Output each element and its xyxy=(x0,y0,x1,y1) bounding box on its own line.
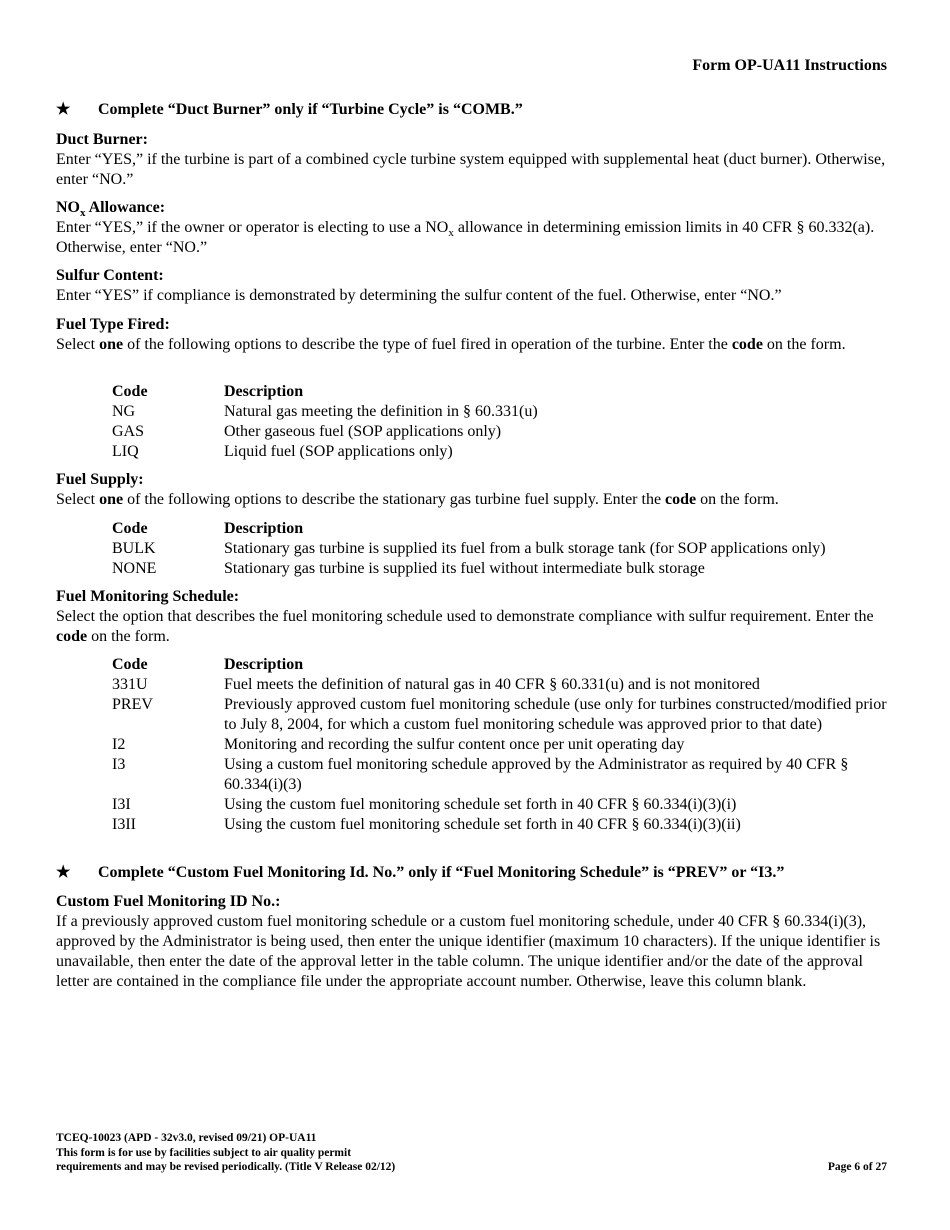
description-cell: Fuel meets the definition of natural gas in 40 CFR § 60.331(u) and is not monitored xyxy=(224,676,760,693)
fuel-supply-text-2: of the following options to describe the stationary gas turbine fuel supply. Enter the xyxy=(123,491,666,508)
table-row xyxy=(112,559,902,579)
description-cell: Other gaseous fuel (SOP applications only) xyxy=(224,423,502,440)
fuel-supply-text-3: on the form. xyxy=(696,491,779,508)
sulfur-content-section xyxy=(56,266,896,306)
fuel-type-table xyxy=(112,382,902,462)
duct-burner-note-text: Complete “Duct Burner” only if “Turbine Cycle” is “COMB.” xyxy=(98,101,523,118)
code-cell: I3II xyxy=(112,816,136,833)
description-cell: Stationary gas turbine is supplied its fuel from a bulk storage tank (for SOP applications only) xyxy=(224,540,826,557)
footer-line-1: TCEQ-10023 (APD - 32v3.0, revised 09/21) OP-UA11 xyxy=(56,1132,317,1144)
star-icon: ★ xyxy=(56,864,71,881)
code-cell: GAS xyxy=(112,423,145,440)
table-row xyxy=(112,735,902,755)
fuel-type-text xyxy=(56,335,896,355)
table-row xyxy=(112,442,902,462)
code-cell: PREV xyxy=(112,696,153,713)
fuel-type-text-3: on the form. xyxy=(762,336,846,353)
nox-heading-post: Allowance: xyxy=(85,199,166,216)
custom-id-section xyxy=(56,892,896,992)
fuel-monitoring-table xyxy=(112,655,902,835)
code-cell: BULK xyxy=(112,540,156,557)
fuel-supply-section xyxy=(56,470,896,510)
nox-heading-sub: x xyxy=(80,207,86,220)
fuel-supply-heading: Fuel Supply: xyxy=(56,471,144,488)
nox-allowance-text xyxy=(56,218,896,258)
footer-form-info xyxy=(56,1131,395,1175)
custom-id-note-text: Complete “Custom Fuel Monitoring Id. No.” only if “Fuel Monitoring Schedule” is “PREV” or “I3.” xyxy=(98,864,785,881)
nox-text-sub: x xyxy=(448,227,454,240)
table-row xyxy=(112,795,902,815)
fuel-monitoring-section xyxy=(56,587,896,647)
table-header-row xyxy=(112,655,902,675)
table-header-row xyxy=(112,382,902,402)
nox-allowance-heading xyxy=(56,198,896,218)
table-row xyxy=(112,539,902,559)
table-row xyxy=(112,695,902,735)
code-cell: NG xyxy=(112,403,136,420)
duct-burner-text: Enter “YES,” if the turbine is part of a combined cycle turbine system equipped with supplemental heat (duct burner). Otherwise, enter “NO.” xyxy=(56,151,886,188)
fuel-supply-text xyxy=(56,490,896,510)
code-cell: 331U xyxy=(112,676,148,693)
code-column-header: Code xyxy=(112,656,148,673)
form-title: Form OP-UA11 Instructions xyxy=(692,57,887,74)
nox-text-1: Enter “YES,” if the owner or operator is electing to use a NO xyxy=(56,219,449,236)
code-cell: LIQ xyxy=(112,443,139,460)
description-cell: Liquid fuel (SOP applications only) xyxy=(224,443,453,460)
fuel-supply-text-1: Select xyxy=(56,491,100,508)
fuel-type-text-bold-1: one xyxy=(99,336,124,353)
fuel-monitoring-heading: Fuel Monitoring Schedule: xyxy=(56,588,240,605)
fuel-monitoring-text-2: on the form. xyxy=(87,628,170,645)
sulfur-content-heading: Sulfur Content: xyxy=(56,267,164,284)
fuel-monitoring-text-1: Select the option that describes the fuel monitoring schedule used to demonstrate compliance with sulfur requirement. Enter the xyxy=(56,608,874,625)
code-cell: I3 xyxy=(112,756,126,773)
fuel-supply-table xyxy=(112,519,902,579)
nox-text-2: allowance in determining emission limits in 40 CFR § 60.332(a). Otherwise, enter “NO.” xyxy=(56,219,875,256)
fuel-type-text-2: of the following options to describe the type of fuel fired in operation of the turbine. Enter the xyxy=(123,336,732,353)
footer-line-2: This form is for use by facilities subject to air quality permit xyxy=(56,1146,352,1159)
fuel-type-heading: Fuel Type Fired: xyxy=(56,316,170,333)
code-cell: NONE xyxy=(112,560,157,577)
description-cell: Previously approved custom fuel monitoring schedule (use only for turbines constructed/modified prior to July 8, 2004, for which a custom fuel monitoring schedule was approved prior to that date) xyxy=(224,696,887,733)
code-cell: I3I xyxy=(112,796,131,813)
duct-burner-heading: Duct Burner: xyxy=(56,131,148,148)
fuel-monitoring-text-bold-1: code xyxy=(56,628,88,645)
duct-burner-note xyxy=(56,100,523,120)
table-row xyxy=(112,755,902,795)
page-number: Page 6 of 27 xyxy=(827,1161,887,1173)
table-header-row xyxy=(112,519,902,539)
fuel-supply-text-bold-2: code xyxy=(665,491,697,508)
code-column-header: Code xyxy=(112,383,148,400)
table-row xyxy=(112,402,902,422)
description-cell: Monitoring and recording the sulfur content once per unit operating day xyxy=(224,736,685,753)
table-row xyxy=(112,815,902,835)
star-icon: ★ xyxy=(56,101,71,118)
description-cell: Using a custom fuel monitoring schedule approved by the Administrator as required by 40 CFR § 60.334(i)(3) xyxy=(224,756,849,793)
sulfur-content-text: Enter “YES” if compliance is demonstrated by determining the sulfur content of the fuel. Otherwise, enter “NO.” xyxy=(56,287,782,304)
code-column-header: Code xyxy=(112,520,148,537)
duct-burner-section xyxy=(56,130,896,190)
description-cell: Natural gas meeting the definition in § 60.331(u) xyxy=(224,403,538,420)
custom-id-note xyxy=(56,863,784,883)
fuel-monitoring-text xyxy=(56,607,896,647)
description-column-header: Description xyxy=(224,520,304,537)
table-row xyxy=(112,422,902,442)
code-cell: I2 xyxy=(112,736,126,753)
description-cell: Using the custom fuel monitoring schedule set forth in 40 CFR § 60.334(i)(3)(ii) xyxy=(224,816,741,833)
fuel-type-text-1: Select xyxy=(56,336,100,353)
nox-allowance-section xyxy=(56,198,896,258)
description-cell: Using the custom fuel monitoring schedule set forth in 40 CFR § 60.334(i)(3)(i) xyxy=(224,796,737,813)
footer-line-3: requirements and may be revised periodically. (Title V Release 02/12) xyxy=(56,1161,396,1173)
fuel-supply-text-bold-1: one xyxy=(99,491,124,508)
nox-heading-pre: NO xyxy=(56,199,80,216)
custom-id-text: If a previously approved custom fuel monitoring schedule or a custom fuel monitoring schedule, under 40 CFR § 60.334(i)(3), approved by the Administrator is being used, then enter the unique identifier (maximum 10 characters). If the unique identifier is unavailable, then enter the date of the approval letter in the table column. The unique identifier and/or the date of the approval letter are contained in the compliance file under the appropriate account number. Otherwise, leave this column blank. xyxy=(56,913,881,990)
table-row xyxy=(112,675,902,695)
fuel-type-section xyxy=(56,315,896,355)
description-column-header: Description xyxy=(224,383,304,400)
fuel-type-text-bold-2: code xyxy=(731,336,763,353)
custom-id-heading: Custom Fuel Monitoring ID No.: xyxy=(56,893,281,910)
description-cell: Stationary gas turbine is supplied its fuel without intermediate bulk storage xyxy=(224,560,705,577)
description-column-header: Description xyxy=(224,656,304,673)
